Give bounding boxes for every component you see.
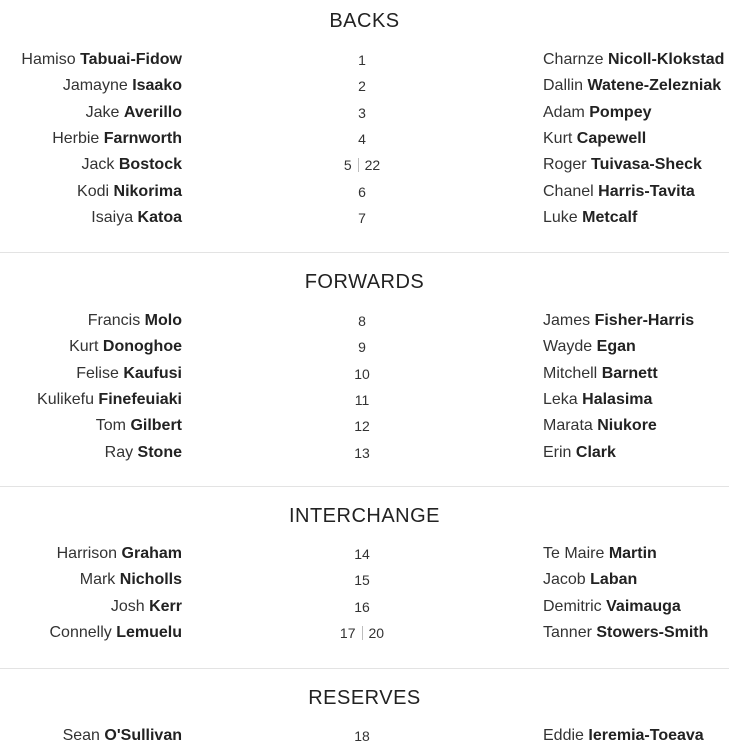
surname: Capewell <box>576 130 647 147</box>
surname: Fisher-Harris <box>594 312 695 329</box>
player-row <box>0 363 729 385</box>
player-row <box>0 596 729 618</box>
first-name: Connelly <box>49 624 112 641</box>
first-name: Kodi <box>77 183 110 200</box>
surname: Martin <box>608 545 657 562</box>
surname: Averillo <box>123 104 182 121</box>
first-name: Eddie <box>543 727 584 744</box>
player-row <box>0 543 729 565</box>
home-player-name[interactable] <box>77 181 182 203</box>
player-row <box>0 154 729 176</box>
away-player-name[interactable] <box>543 102 652 124</box>
first-name: Jamayne <box>62 77 128 94</box>
home-player-name[interactable] <box>63 75 182 97</box>
away-player-name[interactable] <box>543 622 708 644</box>
home-player-name[interactable] <box>57 543 182 565</box>
first-name: Josh <box>110 598 145 615</box>
first-name: Adam <box>543 104 585 121</box>
jersey-number <box>312 49 412 71</box>
surname: Halasima <box>582 391 653 408</box>
jersey-number <box>312 207 412 229</box>
away-player-name[interactable] <box>543 442 616 464</box>
jersey-number <box>312 363 412 385</box>
surname: Nicoll-Klokstad <box>607 51 725 68</box>
home-player-name[interactable] <box>37 389 182 411</box>
surname: Vaimauga <box>606 598 681 615</box>
player-row <box>0 310 729 332</box>
surname: Donoghoe <box>102 338 182 355</box>
jersey-number <box>312 543 412 565</box>
surname: Kaufusi <box>123 365 182 382</box>
number-primary: 10 <box>354 366 370 382</box>
number-primary: 12 <box>354 418 370 434</box>
number-primary: 1 <box>358 52 366 68</box>
player-row <box>0 415 729 437</box>
number-divider <box>358 158 359 172</box>
first-name: James <box>543 312 591 329</box>
first-name: Felise <box>76 365 119 382</box>
player-row <box>0 128 729 150</box>
first-name: Hamiso <box>21 51 76 68</box>
away-player-name[interactable] <box>543 336 636 358</box>
surname: Stowers-Smith <box>596 624 709 641</box>
home-player-name[interactable] <box>82 154 182 176</box>
jersey-number <box>312 389 412 411</box>
first-name: Herbie <box>52 130 100 147</box>
away-player-name[interactable] <box>543 207 637 229</box>
first-name: Leka <box>543 391 578 408</box>
away-player-name[interactable] <box>543 725 704 747</box>
player-row <box>0 49 729 71</box>
section-title: BACKS <box>329 10 400 32</box>
number-divider <box>362 626 363 640</box>
number-primary: 13 <box>354 445 370 461</box>
home-player-name[interactable] <box>86 102 182 124</box>
number-primary: 6 <box>358 184 366 200</box>
first-name: Jacob <box>543 571 586 588</box>
away-player-name[interactable] <box>543 310 694 332</box>
surname: Bostock <box>118 156 182 173</box>
home-player-name[interactable] <box>80 569 182 591</box>
player-row <box>0 336 729 358</box>
number-secondary: 20 <box>368 625 385 641</box>
surname: Isaako <box>132 77 182 94</box>
first-name: Erin <box>543 444 572 461</box>
first-name: Te Maire <box>543 545 605 562</box>
number-primary: 16 <box>354 599 370 615</box>
first-name: Roger <box>543 156 587 173</box>
surname: Barnett <box>601 365 658 382</box>
surname: Watene-Zelezniak <box>587 77 722 94</box>
first-name: Kulikefu <box>37 391 94 408</box>
jersey-number <box>312 181 412 203</box>
surname: Nikorima <box>113 183 182 200</box>
player-row <box>0 207 729 229</box>
first-name: Mark <box>79 571 116 588</box>
player-row <box>0 102 729 124</box>
player-row <box>0 442 729 464</box>
jersey-number <box>312 596 412 618</box>
first-name: Kurt <box>69 338 99 355</box>
surname: Laban <box>590 571 638 588</box>
surname: Graham <box>121 545 182 562</box>
surname: Clark <box>575 444 616 461</box>
player-row <box>0 181 729 203</box>
first-name: Ray <box>104 444 134 461</box>
home-player-name[interactable] <box>88 310 182 332</box>
home-player-name[interactable] <box>63 725 182 747</box>
home-player-name[interactable] <box>91 207 182 229</box>
number-primary: 14 <box>354 546 370 562</box>
number-primary: 9 <box>358 339 366 355</box>
surname: Metcalf <box>582 209 638 226</box>
away-player-name[interactable] <box>543 128 646 150</box>
number-primary: 18 <box>354 728 370 744</box>
player-row <box>0 622 729 644</box>
number-primary: 5 <box>343 157 352 173</box>
home-player-name[interactable] <box>69 336 182 358</box>
home-player-name[interactable] <box>105 442 182 464</box>
surname: Kerr <box>149 598 182 615</box>
number-primary: 3 <box>358 105 366 121</box>
home-player-name[interactable] <box>111 596 182 618</box>
surname: Ieremia-Toeava <box>588 727 704 744</box>
surname: Tabuai-Fidow <box>80 51 182 68</box>
section-divider <box>0 486 729 487</box>
number-primary: 2 <box>358 78 366 94</box>
surname: Molo <box>144 312 182 329</box>
first-name: Demitric <box>543 598 602 615</box>
jersey-number <box>312 336 412 358</box>
first-name: Jake <box>85 104 120 121</box>
section-divider <box>0 668 729 669</box>
first-name: Harrison <box>56 545 118 562</box>
section-title: FORWARDS <box>304 271 425 293</box>
jersey-number <box>312 102 412 124</box>
away-player-name[interactable] <box>543 154 702 176</box>
surname: O'Sullivan <box>104 727 182 744</box>
surname: Farnworth <box>103 130 182 147</box>
jersey-number <box>312 75 412 97</box>
surname: Niukore <box>597 417 657 434</box>
away-player-name[interactable] <box>543 181 695 203</box>
surname: Gilbert <box>130 417 182 434</box>
jersey-number <box>312 442 412 464</box>
surname: Nicholls <box>119 571 182 588</box>
first-name: Tom <box>95 417 126 434</box>
surname: Katoa <box>137 209 182 226</box>
number-primary: 4 <box>358 131 366 147</box>
jersey-number <box>312 725 412 747</box>
player-row <box>0 75 729 97</box>
surname: Egan <box>596 338 636 355</box>
first-name: Dallin <box>543 77 584 94</box>
player-row <box>0 725 729 747</box>
first-name: Charnze <box>543 51 604 68</box>
home-player-name[interactable] <box>76 363 182 385</box>
first-name: Wayde <box>543 338 593 355</box>
number-primary: 15 <box>354 572 370 588</box>
first-name: Luke <box>543 209 578 226</box>
jersey-number <box>312 154 412 176</box>
player-row <box>0 569 729 591</box>
number-primary: 7 <box>358 210 366 226</box>
first-name: Francis <box>87 312 141 329</box>
first-name: Marata <box>543 417 593 434</box>
number-primary: 8 <box>358 313 366 329</box>
surname: Finefeuiaki <box>98 391 182 408</box>
jersey-number <box>312 415 412 437</box>
number-primary: 17 <box>339 625 356 641</box>
number-secondary: 22 <box>364 157 381 173</box>
first-name: Tanner <box>543 624 592 641</box>
away-player-name[interactable] <box>543 389 652 411</box>
away-player-name[interactable] <box>543 543 657 565</box>
home-player-name[interactable] <box>96 415 182 437</box>
away-player-name[interactable] <box>543 596 681 618</box>
home-player-name[interactable] <box>52 128 182 150</box>
surname: Stone <box>137 444 182 461</box>
first-name: Kurt <box>543 130 573 147</box>
away-player-name[interactable] <box>543 363 658 385</box>
home-player-name[interactable] <box>21 49 182 71</box>
number-primary: 11 <box>354 392 370 408</box>
jersey-number <box>312 569 412 591</box>
away-player-name[interactable] <box>543 569 637 591</box>
first-name: Mitchell <box>543 365 598 382</box>
home-player-name[interactable] <box>49 622 182 644</box>
away-player-name[interactable] <box>543 75 721 97</box>
surname: Pompey <box>589 104 652 121</box>
away-player-name[interactable] <box>543 415 657 437</box>
jersey-number <box>312 622 412 644</box>
first-name: Sean <box>62 727 100 744</box>
surname: Tuivasa-Sheck <box>591 156 702 173</box>
first-name: Isaiya <box>91 209 134 226</box>
section-divider <box>0 252 729 253</box>
section-title: RESERVES <box>308 687 421 709</box>
surname: Lemuelu <box>116 624 182 641</box>
away-player-name[interactable] <box>543 49 724 71</box>
jersey-number <box>312 310 412 332</box>
jersey-number <box>312 128 412 150</box>
section-title: INTERCHANGE <box>288 505 441 527</box>
surname: Harris-Tavita <box>598 183 695 200</box>
player-row <box>0 389 729 411</box>
first-name: Chanel <box>543 183 594 200</box>
first-name: Jack <box>81 156 115 173</box>
